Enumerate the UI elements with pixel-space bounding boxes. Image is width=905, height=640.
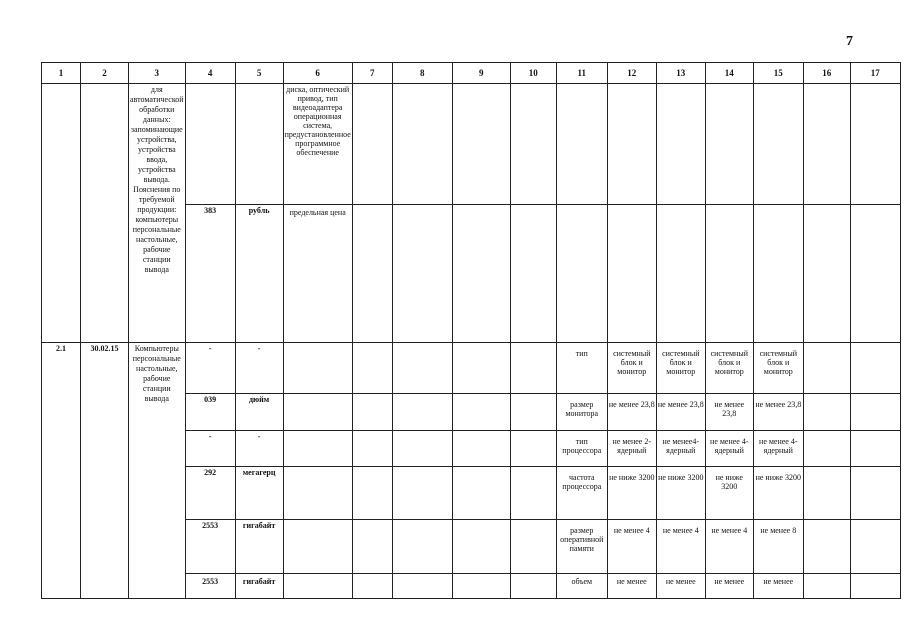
header-col-13: 13	[656, 63, 705, 84]
cell-empty	[803, 431, 850, 467]
header-col-9: 9	[452, 63, 510, 84]
cell-empty	[352, 574, 392, 599]
cell-empty	[392, 574, 452, 599]
cell-empty	[352, 467, 392, 520]
cell-empty	[283, 431, 352, 467]
okei-code: 039	[185, 394, 235, 431]
value-col-14: не менее 4	[705, 520, 753, 574]
cell-empty	[352, 205, 392, 343]
unit-name: дюйм	[235, 394, 283, 431]
header-col-1: 1	[42, 63, 81, 84]
cell-empty	[392, 431, 452, 467]
cell-empty	[352, 343, 392, 394]
cell-empty	[510, 394, 556, 431]
header-col-11: 11	[556, 63, 607, 84]
cell-empty	[803, 84, 850, 205]
cell-empty	[352, 394, 392, 431]
value-col-15: системный блок и монитор	[753, 343, 803, 394]
okei-code: 2553	[185, 574, 235, 599]
cell-empty	[656, 205, 705, 343]
value-col-12: не ниже 3200	[607, 467, 656, 520]
cell-empty	[392, 467, 452, 520]
characteristic-name: предельная цена	[283, 205, 352, 343]
unit-name: гигабайт	[235, 520, 283, 574]
item-number: 2.1	[42, 343, 81, 599]
cell-empty	[392, 343, 452, 394]
header-col-17: 17	[850, 63, 900, 84]
okei-code: 2553	[185, 520, 235, 574]
cell-empty	[510, 431, 556, 467]
cell-empty	[283, 520, 352, 574]
cell-empty	[705, 84, 753, 205]
cell-empty	[452, 394, 510, 431]
cell-empty	[392, 394, 452, 431]
value-col-14: не менее 23,8	[705, 394, 753, 431]
value-col-13: не менее4-ядерный	[656, 431, 705, 467]
value-col-12: системный блок и монитор	[607, 343, 656, 394]
value-col-13: не ниже 3200	[656, 467, 705, 520]
cell-empty	[753, 205, 803, 343]
table-row	[42, 343, 901, 394]
table-row	[42, 84, 901, 205]
value-col-14: системный блок и монитор	[705, 343, 753, 394]
value-col-13: не менее 4	[656, 520, 705, 574]
value-col-12: не менее 23,8	[607, 394, 656, 431]
okei-code: 383	[185, 205, 235, 343]
header-col-3: 3	[129, 63, 186, 84]
cell-empty	[656, 84, 705, 205]
cell-empty	[556, 84, 607, 205]
header-col-15: 15	[753, 63, 803, 84]
cell-empty	[850, 343, 900, 394]
cell-empty	[850, 467, 900, 520]
unit-name: -	[235, 343, 283, 394]
cell-empty	[283, 343, 352, 394]
header-col-16: 16	[803, 63, 850, 84]
cell-empty	[81, 84, 129, 343]
unit-name: -	[235, 431, 283, 467]
item-description-continued: для автоматической обработки данных: запоминающие устройства, устройства ввода, устройства вывода. Пояснения по требуемой продукции: компьютеры персональные настольные, рабочие станции вывода	[129, 84, 186, 343]
cell-empty	[352, 520, 392, 574]
cell-empty	[283, 574, 352, 599]
header-col-10: 10	[510, 63, 556, 84]
characteristic-name: размер монитора	[556, 394, 607, 431]
cell-empty	[850, 520, 900, 574]
cell-empty	[510, 84, 556, 205]
okei-code: -	[185, 431, 235, 467]
value-col-14: не менее	[705, 574, 753, 599]
unit-name: гигабайт	[235, 574, 283, 599]
cell-empty	[510, 574, 556, 599]
cell-empty	[803, 574, 850, 599]
value-col-15: не менее 8	[753, 520, 803, 574]
cell-empty	[452, 467, 510, 520]
cell-empty	[392, 205, 452, 343]
characteristic-name: размер оперативной памяти	[556, 520, 607, 574]
cell-empty	[510, 343, 556, 394]
cell-empty	[850, 431, 900, 467]
cell-empty	[392, 84, 452, 205]
header-row	[42, 63, 901, 84]
okpd-code: 30.02.15	[81, 343, 129, 599]
value-col-14: не ниже 3200	[705, 467, 753, 520]
value-col-12: не менее 2-ядерный	[607, 431, 656, 467]
cell-empty	[42, 84, 81, 343]
cell-empty	[352, 84, 392, 205]
value-col-12: не менее 4	[607, 520, 656, 574]
cell-empty	[452, 343, 510, 394]
header-col-2: 2	[81, 63, 129, 84]
cell-empty	[452, 205, 510, 343]
cell-empty	[185, 84, 235, 205]
value-col-15: не менее 4-ядерный	[753, 431, 803, 467]
header-col-7: 7	[352, 63, 392, 84]
cell-empty	[753, 84, 803, 205]
cell-empty	[235, 84, 283, 205]
header-col-8: 8	[392, 63, 452, 84]
cell-empty	[283, 467, 352, 520]
value-col-13: не менее	[656, 574, 705, 599]
cell-empty	[803, 520, 850, 574]
cell-empty	[510, 205, 556, 343]
cell-empty	[803, 343, 850, 394]
header-col-6: 6	[283, 63, 352, 84]
cell-empty	[607, 205, 656, 343]
cell-empty	[850, 394, 900, 431]
cell-empty	[452, 431, 510, 467]
characteristic-name: тип	[556, 343, 607, 394]
okei-code: 292	[185, 467, 235, 520]
header-col-12: 12	[607, 63, 656, 84]
okei-code: -	[185, 343, 235, 394]
value-col-15: не ниже 3200	[753, 467, 803, 520]
cell-empty	[803, 394, 850, 431]
cell-empty	[452, 520, 510, 574]
header-col-14: 14	[705, 63, 753, 84]
value-col-14: не менее 4-ядерный	[705, 431, 753, 467]
cell-empty	[803, 467, 850, 520]
characteristic-name: частота процессора	[556, 467, 607, 520]
unit-name: мегагерц	[235, 467, 283, 520]
value-col-13: не менее 23,8	[656, 394, 705, 431]
value-col-15: не менее	[753, 574, 803, 599]
cell-empty	[803, 205, 850, 343]
cell-empty	[705, 205, 753, 343]
cell-empty	[850, 84, 900, 205]
characteristic-name: объем	[556, 574, 607, 599]
cell-empty	[352, 431, 392, 467]
unit-name: рубль	[235, 205, 283, 343]
page-number: 7	[846, 34, 853, 49]
cell-empty	[510, 467, 556, 520]
value-col-13: системный блок и монитор	[656, 343, 705, 394]
header-col-4: 4	[185, 63, 235, 84]
header-col-5: 5	[235, 63, 283, 84]
value-col-12: не менее	[607, 574, 656, 599]
characteristic-name: тип процессора	[556, 431, 607, 467]
cell-empty	[392, 520, 452, 574]
cell-empty	[607, 84, 656, 205]
item-name: Компьютеры персональные настольные, рабочие станции вывода	[129, 343, 186, 599]
cell-empty	[850, 574, 900, 599]
requirements-table	[41, 62, 901, 599]
cell-empty	[850, 205, 900, 343]
cell-empty	[452, 574, 510, 599]
cell-empty	[556, 205, 607, 343]
characteristic-continued: диска, оптический привод, тип видеоадаптера операционная система, предустановленное программное обеспечение	[283, 84, 352, 205]
cell-empty	[283, 394, 352, 431]
cell-empty	[510, 520, 556, 574]
cell-empty	[452, 84, 510, 205]
value-col-15: не менее 23,8	[753, 394, 803, 431]
